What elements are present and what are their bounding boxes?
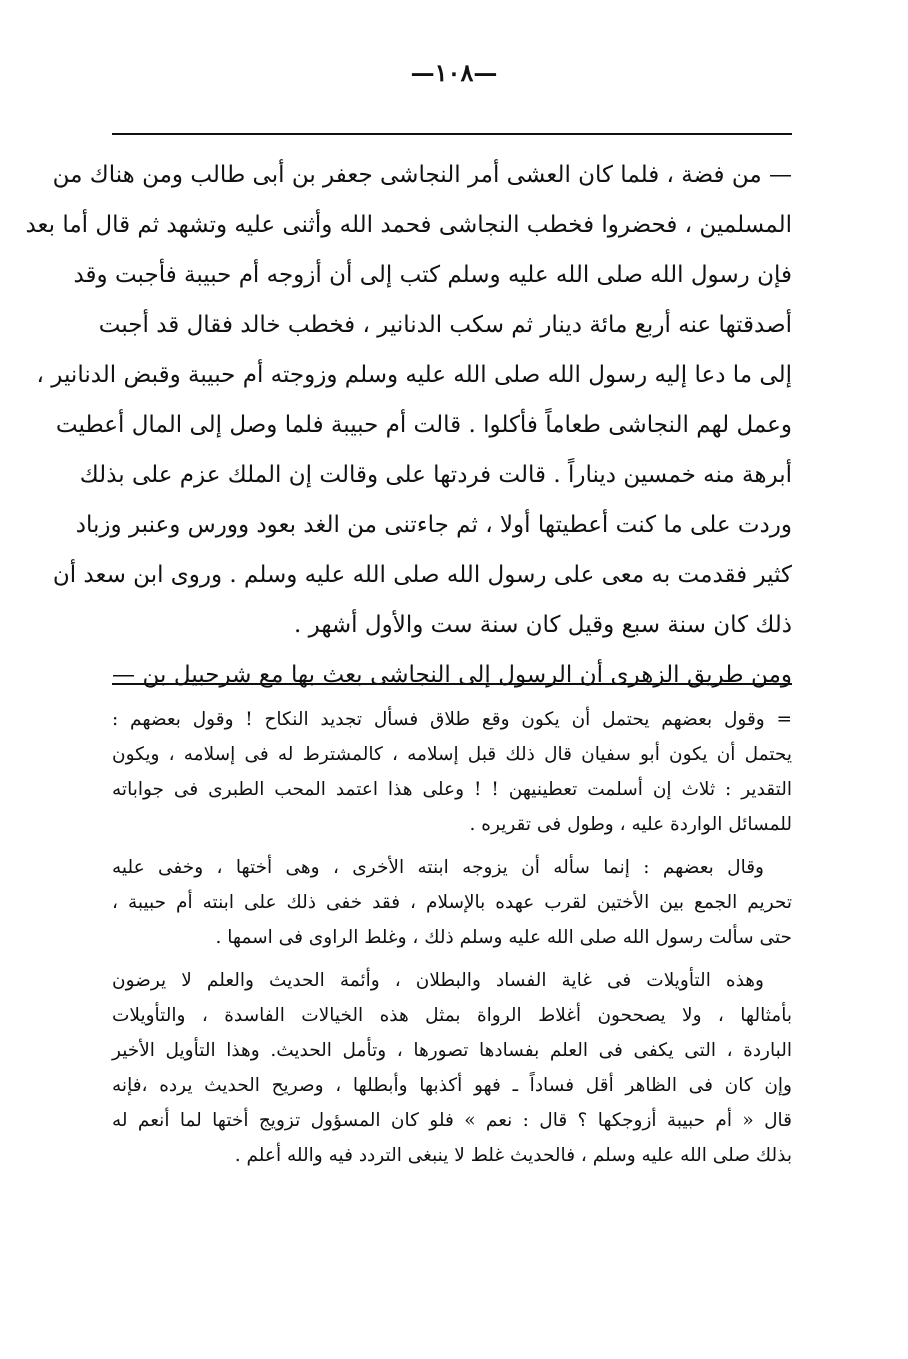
footnote-line: وقال بعضهم : إنما سأله أن يزوجه ابنته الأخرى ، وهى أختها ، وخفى عليه — [112, 857, 764, 878]
main-line: وردت على ما كنت أعطيتها أولا ، ثم جاءتنى من الغد بعود وورس وعنبر وزباد — [75, 512, 792, 538]
main-line: — من فضة ، فلما كان العشى أمر النجاشى جعفر بن أبى طالب ومن هناك من — [52, 162, 792, 188]
page-number: —١٠٨— — [410, 58, 498, 87]
footnote-line: وهذه التأويلات فى غاية الفساد والبطلان ، وأئمة الحديث والعلم لا يرضون — [112, 970, 764, 991]
header-rule — [112, 133, 792, 135]
main-line: إلى ما دعا إليه رسول الله صلى الله عليه وسلم وزوجته أم حبيبة وقبض الدنانير ، — [36, 362, 792, 388]
footnote-line: حتى سألت رسول الله صلى الله عليه وسلم ذلك ، وغلط الراوى فى اسمها . — [215, 927, 792, 948]
main-text — [25, 150, 792, 700]
main-line: فإن رسول الله صلى الله عليه وسلم كتب إلى أن أزوجه أم حبيبة فأجبت وقد — [73, 262, 792, 288]
footnote-line: تحريم الجمع بين الأختين لقرب عهده بالإسلام ، فقد خفى ذلك على ابنته أم حبيبة ، — [112, 892, 792, 913]
footnote-line: بذلك صلى الله عليه وسلم ، فالحديث غلط لا ينبغى التردد فيه والله أعلم . — [234, 1145, 792, 1166]
footnote-line: التقدير : ثلاث إن أسلمت تعطينيهن ! ! وعلى هذا اعتمد المحب الطبرى فى جواباته — [112, 779, 792, 800]
footnote-rule — [112, 683, 792, 685]
main-line: ومن طريق الزهرى أن الرسول إلى النجاشى بعث بها مع شرحبيل بن — — [112, 662, 792, 688]
footnote-line: الباردة ، التى يكفى فى العلم بفسادها تصورها ، وتأمل الحديث. وهذا التأويل الأخير — [112, 1040, 792, 1061]
footnote-line: يحتمل أن يكون أبو سفيان قال ذلك قبل إسلامه ، كالمشترط له فى إسلامه ، ويكون — [112, 744, 792, 765]
main-line: أبرهة منه خمسين ديناراً . قالت فردتها على وقالت إن الملك عزم على بذلك — [79, 462, 792, 488]
main-line: أصدقتها عنه أربع مائة دينار ثم سكب الدنانير ، فخطب خالد فقال قد أجبت — [98, 312, 792, 338]
footnote-line: قال « أم حبيبة أزوجكها ؟ قال : نعم » فلو كان المسؤول تزويج أختها لما أنعم له — [112, 1110, 792, 1131]
footnote-line: وإن كان فى الظاهر أقل فساداً ـ فهو أكذبها وأبطلها ، وصريح الحديث يرده ،فإنه — [112, 1075, 792, 1096]
footnote-line: للمسائل الواردة عليه ، وطول فى تقريره . — [469, 814, 792, 835]
main-line: كثير فقدمت به معى على رسول الله صلى الله عليه وسلم . وروى ابن سعد أن — [52, 562, 792, 588]
footnote-text — [112, 702, 792, 1173]
footnote-line: = وقول بعضهم يحتمل أن يكون وقع طلاق فسأل تجديد النكاح ! وقول بعضهم : — [112, 709, 792, 730]
main-line: ذلك كان سنة سبع وقيل كان سنة ست والأول أشهر . — [294, 612, 792, 638]
main-line: المسلمين ، فحضروا فخطب النجاشى فحمد الله وأثنى عليه وتشهد ثم قال أما بعد — [25, 212, 792, 238]
footnote-line: بأمثالها ، ولا يصححون أغلاط الرواة بمثل هذه الخيالات الفاسدة ، والتأويلات — [112, 1005, 792, 1026]
main-line: وعمل لهم النجاشى طعاماً فأكلوا . قالت أم حبيبة فلما وصل إلى المال أعطيت — [55, 412, 792, 438]
